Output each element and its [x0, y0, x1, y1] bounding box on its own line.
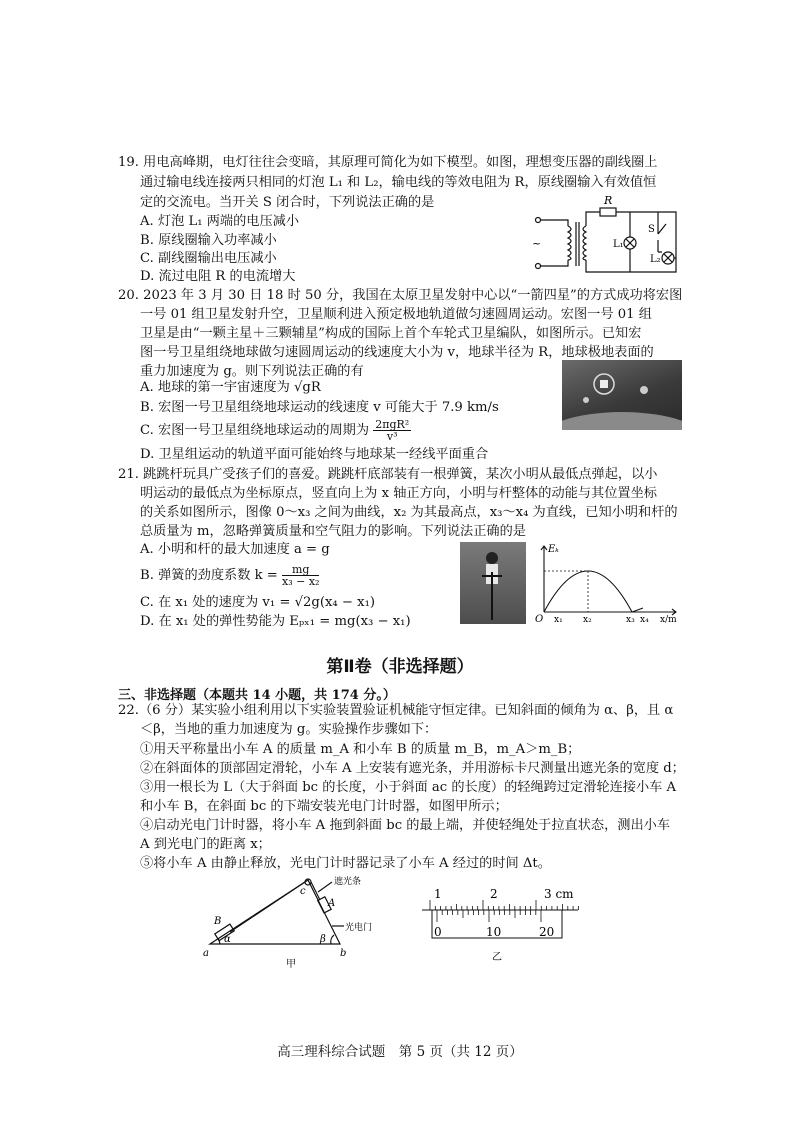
vertex-c: c [300, 886, 306, 897]
cart-b-label: B [214, 916, 222, 927]
vernier-scale-10: 10 [486, 925, 502, 939]
lamp2-label: L₂ [650, 254, 661, 265]
q21-stem-3: 的关系如图所示，图像 0～x₃ 之间为曲线，x₂ 为其最高点，x₃～x₄ 为直线，已知小明和杆的 [140, 505, 678, 520]
angle-alpha: α [224, 934, 231, 945]
period-numerator: 2πgR² [375, 418, 410, 431]
page-footer: 高三理科综合试题 第 5 页（共 12 页） [277, 1044, 523, 1060]
main-scale-1: 1 [434, 887, 442, 901]
q20-option-a: A. 地球的第一宇宙速度为 √gR [140, 380, 321, 395]
vernier-scale-0: 0 [434, 925, 442, 939]
q21-stem-1: 21. 跳跳杆玩具广受孩子们的喜爱。跳跳杆底部装有一根弹簧，某次小明从最低点弹起，以小 [118, 467, 658, 482]
q22-step-5: ⑤将小车 A 由静止释放，光电门计时器记录了小车 A 经过的时间 Δt。 [140, 856, 551, 871]
part2-title: 第Ⅱ卷（非选择题） [326, 657, 474, 677]
q21-option-c: C. 在 x₁ 处的速度为 v₁ = √2g(x₄ − x₁) [140, 595, 376, 610]
gate-label: 光电门 [345, 923, 373, 933]
tick-x2: x₂ [583, 615, 592, 625]
vertex-a: a [203, 948, 209, 959]
angle-beta: β [320, 934, 326, 945]
q22-step-2: ②在斜面体的顶部固定滑轮，小车 A 上安装有遮光条，并用游标卡尺测量出遮光条的宽度 d； [140, 761, 685, 776]
q20-option-c-text: C. 宏图一号卫星组绕地球运动的周期为 [140, 423, 370, 438]
tick-x4: x₄ [640, 615, 649, 625]
figure-yi-label: 乙 [492, 952, 502, 963]
q20-option-d: D. 卫星组运动的轨道平面可能始终与地球某一经线平面重合 [140, 447, 489, 462]
q21-option-b-text: B. 弹簧的劲度系数 k = [140, 568, 278, 583]
q20-option-c [140, 419, 411, 442]
q22-step-3-cont: 和小车 B，在斜面 bc 的下端安装光电门计时器，如图甲所示； [140, 799, 508, 814]
q22-step-4-cont: A 到光电门的距离 x； [140, 837, 271, 852]
period-denominator: v³ [386, 430, 398, 443]
switch-label: S [648, 224, 655, 235]
q19-option-b: B. 原线圈输入功率减小 [140, 233, 277, 248]
strip-label: 遮光条 [334, 877, 362, 887]
stiffness-fraction [282, 564, 319, 587]
q20-option-b: B. 宏图一号卫星组绕地球运动的线速度 v 可能大于 7.9 km/s [140, 400, 499, 415]
main-scale-2: 2 [490, 887, 498, 901]
q20-stem-4: 图一号卫星组绕地球做匀速圆周运动的线速度大小为 v，地球半径为 R，地球极地表面的 [140, 345, 654, 360]
section3-heading: 三、非选择题（本题共 14 小题，共 174 分。） [118, 688, 396, 703]
satellite-photo [562, 360, 682, 430]
graph-ylabel: Eₖ [548, 544, 559, 555]
q22-step-3: ③用一根长为 L（大于斜面 bc 的长度，小于斜面 ac 的长度）的轻绳跨过定滑轮连接小车 A [140, 780, 677, 795]
tick-x1: x₁ [554, 615, 563, 625]
kinetic-energy-graph [530, 540, 682, 626]
q22-stem-1: 22.（6 分）某实验小组利用以下实验装置验证机械能守恒定律。已知斜面的倾角为 α、β，且 α [118, 703, 674, 718]
stiffness-numerator: mg [282, 564, 319, 576]
q20-stem-5: 重力加速度为 g。则下列说法正确的有 [140, 364, 364, 379]
stiffness-denominator: x₃ − x₂ [282, 575, 320, 588]
tick-x3: x₃ [626, 615, 635, 625]
q19-stem-2: 通过输电线连接两只相同的灯泡 L₁ 和 L₂，输电线的等效电阻为 R，原线圈输入有效值恒 [140, 175, 657, 190]
period-fraction [373, 419, 411, 442]
vertex-b: b [340, 948, 347, 959]
graph-origin: O [535, 614, 544, 625]
main-scale-3: 3 cm [544, 887, 574, 901]
q22-step-4: ④启动光电门计时器，将小车 A 拖到斜面 bc 的最上端，并使轻绳处于拉直状态，测出小车 [140, 818, 671, 833]
q21-stem-2: 明运动的最低点为坐标原点，竖直向上为 x 轴正方向，小明与杆整体的动能与其位置坐标 [140, 486, 657, 501]
q21-option-a: A. 小明和杆的最大加速度 a = g [140, 542, 330, 557]
resistor-label: R [604, 194, 613, 207]
q19-stem-1: 19. 用电高峰期，电灯往往会变暗，其原理可简化为如下模型。如图，理想变压器的副线圈上 [118, 155, 658, 170]
vernier-scale-20: 20 [539, 925, 555, 939]
q22-step-1: ①用天平称量出小车 A 的质量 m_A 和小车 B 的质量 m_B，m_A＞m_B； [140, 742, 581, 757]
q21-option-d: D. 在 x₁ 处的弹性势能为 Eₚₓ₁ = mg(x₃ − x₁) [140, 614, 411, 629]
pogo-stick-photo [460, 542, 526, 624]
q20-stem-2: 一号 01 组卫星发射升空，卫星顺利进入预定极地轨道做匀速圆周运动。宏图一号 01 组 [140, 307, 652, 322]
ac-source-symbol: ~ [532, 237, 542, 250]
transformer-circuit-diagram [528, 192, 680, 288]
q20-stem-1: 20. 2023 年 3 月 30 日 18 时 50 分，我国在太原卫星发射中心以“一箭四星”的方式成功将宏图 [118, 288, 683, 303]
q19-option-d: D. 流过电阻 R 的电流增大 [140, 269, 296, 284]
figure-jia-label: 甲 [286, 959, 296, 968]
q19-option-a: A. 灯泡 L₁ 两端的电压减小 [140, 214, 300, 229]
lamp1-label: L₁ [613, 239, 624, 250]
q19-option-c: C. 副线圈输出电压减小 [140, 251, 277, 266]
q19-stem-3: 定的交流电。当开关 S 闭合时，下列说法正确的是 [140, 195, 435, 210]
q21-option-b [140, 564, 319, 587]
incline-apparatus-diagram [200, 872, 380, 968]
q21-stem-4: 总质量为 m，忽略弹簧质量和空气阻力的影响。下列说法正确的是 [140, 524, 526, 539]
q20-stem-3: 卫星是由“一颗主星＋三颗辅星”构成的国际上首个车轮式卫星编队，如图所示。已知宏 [140, 326, 642, 341]
q22-stem-2: ＜β，当地的重力加速度为 g。实验操作步骤如下： [140, 722, 438, 737]
cart-a-label: A [328, 898, 336, 909]
vernier-caliper-diagram [420, 884, 580, 966]
graph-xunit: x/m [660, 615, 677, 625]
